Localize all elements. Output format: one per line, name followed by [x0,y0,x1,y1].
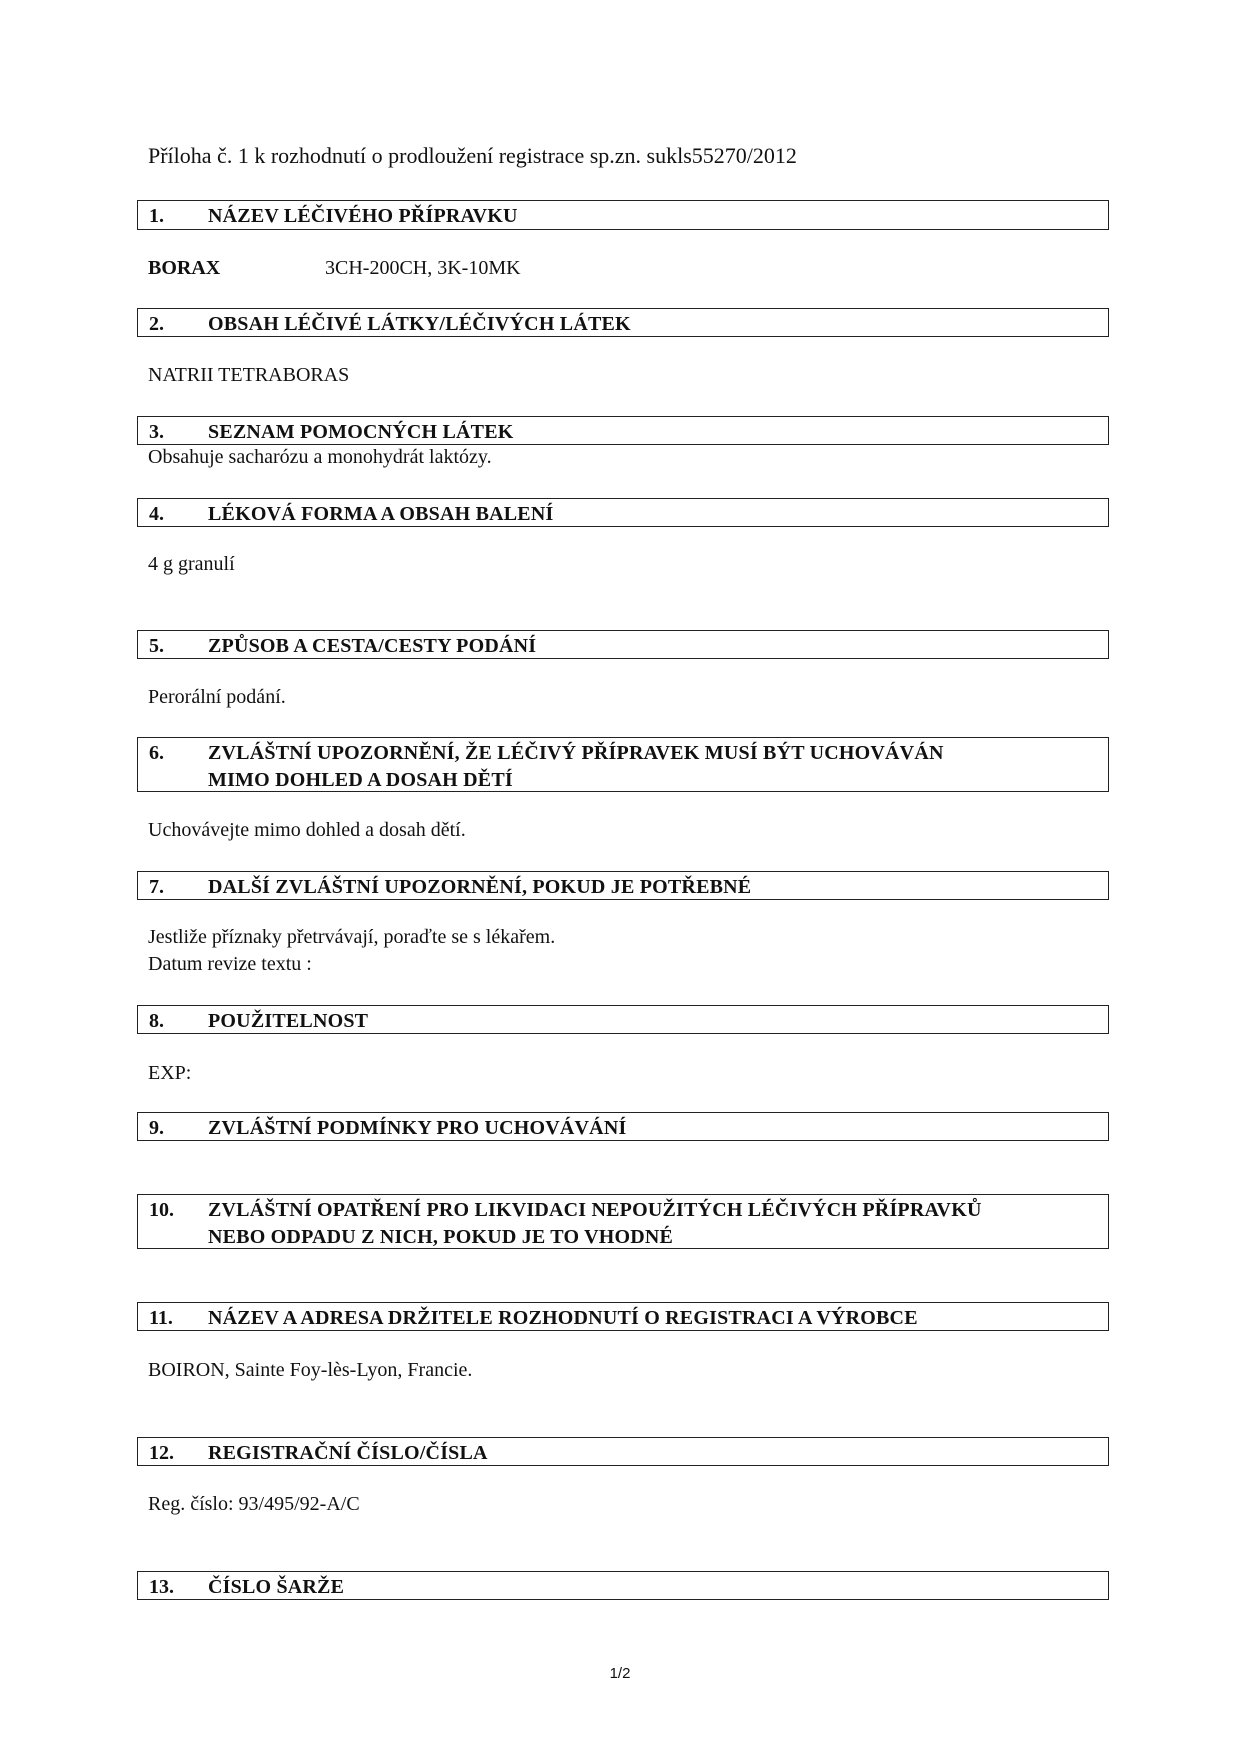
section-number: 11. [149,1307,173,1329]
section-title-line: MIMO DOHLED A DOSAH DĚTÍ [208,769,513,791]
section-3-heading [137,416,1109,445]
section-title: ZPŮSOB A CESTA/CESTY PODÁNÍ [208,635,537,657]
section-7-heading [137,871,1109,900]
product-name: BORAX [148,257,221,279]
dosage-form-text: 4 g granulí [148,553,235,575]
holder-text: BOIRON, Sainte Foy-lès-Lyon, Francie. [148,1359,473,1381]
section-number: 9. [149,1117,164,1139]
section-number: 12. [149,1442,174,1464]
section-title-line: NEBO ODPADU Z NICH, POKUD JE TO VHODNÉ [208,1226,674,1248]
section-9-heading [137,1112,1109,1141]
reg-number-text: Reg. číslo: 93/495/92-A/C [148,1493,360,1515]
section-title: OBSAH LÉČIVÉ LÁTKY/LÉČIVÝCH LÁTEK [208,313,631,335]
section-title-line: ZVLÁŠTNÍ OPATŘENÍ PRO LIKVIDACI NEPOUŽITÝCH LÉČIVÝCH PŘÍPRAVKŮ [208,1199,982,1221]
excipients-text: Obsahuje sacharózu a monohydrát laktózy. [148,446,492,468]
section-title: DALŠÍ ZVLÁŠTNÍ UPOZORNĚNÍ, POKUD JE POTŘEBNÉ [208,876,752,898]
section-title: NÁZEV LÉČIVÉHO PŘÍPRAVKU [208,205,518,227]
section-6-heading [137,737,1109,792]
section-number: 2. [149,313,164,335]
section-title: LÉKOVÁ FORMA A OBSAH BALENÍ [208,503,554,525]
section-title [208,740,1100,794]
section-2-heading [137,308,1109,337]
section-number: 1. [149,205,164,227]
section-number: 3. [149,421,164,443]
page-header: Příloha č. 1 k rozhodnutí o prodloužení registrace sp.zn. sukls55270/2012 [148,143,797,168]
section-title: ČÍSLO ŠARŽE [208,1576,345,1598]
expiry-text: EXP: [148,1062,192,1084]
section-10-heading [137,1194,1109,1249]
section-number: 13. [149,1576,174,1598]
section-number: 8. [149,1010,164,1032]
page-number: 1/2 [609,1665,631,1682]
other-warning-text: Jestliže příznaky přetrvávají, poraďte se s lékařem. [148,926,556,948]
section-title: NÁZEV A ADRESA DRŽITELE ROZHODNUTÍ O REGISTRACI A VÝROBCE [208,1307,918,1329]
section-number: 6. [149,742,164,764]
section-4-heading [137,498,1109,527]
section-11-heading [137,1302,1109,1331]
section-8-heading [137,1005,1109,1034]
section-12-heading [137,1437,1109,1466]
section-title: ZVLÁŠTNÍ PODMÍNKY PRO UCHOVÁVÁNÍ [208,1117,627,1139]
revision-date-text: Datum revize textu : [148,953,312,975]
children-warning-text: Uchovávejte mimo dohled a dosah dětí. [148,819,466,841]
section-title: REGISTRAČNÍ ČÍSLO/ČÍSLA [208,1442,488,1464]
route-text: Perorální podání. [148,686,286,708]
section-13-heading [137,1571,1109,1600]
section-title: SEZNAM POMOCNÝCH LÁTEK [208,421,514,443]
section-1-heading [137,200,1109,230]
section-number: 7. [149,876,164,898]
section-title [208,1197,1100,1251]
section-number: 10. [149,1199,174,1221]
section-title-line: ZVLÁŠTNÍ UPOZORNĚNÍ, ŽE LÉČIVÝ PŘÍPRAVEK MUSÍ BÝT UCHOVÁVÁN [208,742,944,764]
section-number: 5. [149,635,164,657]
active-substance-text: NATRII TETRABORAS [148,364,350,386]
section-number: 4. [149,503,164,525]
section-5-heading [137,630,1109,659]
section-title: POUŽITELNOST [208,1010,369,1032]
product-potency: 3CH-200CH, 3K-10MK [325,257,521,279]
